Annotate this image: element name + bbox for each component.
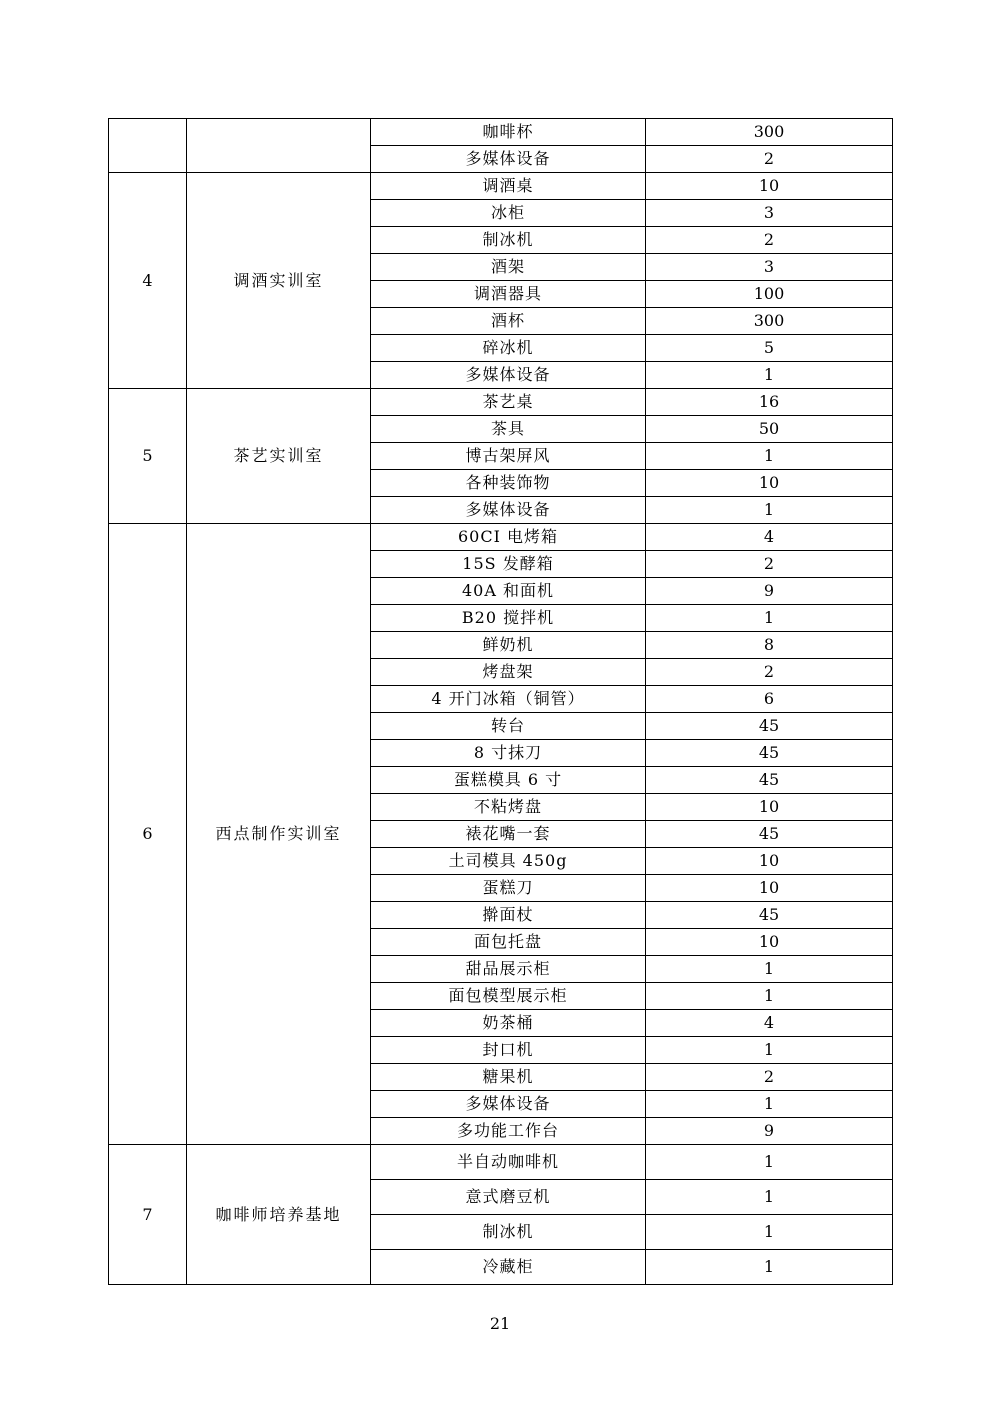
quantity-cell: 9 (646, 578, 893, 605)
quantity-cell: 45 (646, 902, 893, 929)
equipment-name-cell: 各种装饰物 (371, 470, 646, 497)
quantity-cell: 1 (646, 1250, 893, 1285)
room-name-cell: 调酒实训室 (187, 173, 371, 389)
equipment-name-cell: 糖果机 (371, 1064, 646, 1091)
equipment-name-cell: 不粘烤盘 (371, 794, 646, 821)
equipment-name-cell: 15S 发酵箱 (371, 551, 646, 578)
equipment-name-cell: 土司模具 450g (371, 848, 646, 875)
equipment-table (108, 118, 893, 1285)
quantity-cell: 3 (646, 254, 893, 281)
quantity-cell: 10 (646, 173, 893, 200)
group-index-cell: 6 (109, 524, 187, 1145)
equipment-name-cell: 多媒体设备 (371, 146, 646, 173)
quantity-cell: 9 (646, 1118, 893, 1145)
quantity-cell: 10 (646, 470, 893, 497)
quantity-cell: 16 (646, 389, 893, 416)
equipment-name-cell: 封口机 (371, 1037, 646, 1064)
equipment-name-cell: 意式磨豆机 (371, 1180, 646, 1215)
equipment-name-cell: 60CI 电烤箱 (371, 524, 646, 551)
quantity-cell: 1 (646, 497, 893, 524)
quantity-cell: 10 (646, 929, 893, 956)
quantity-cell: 1 (646, 1145, 893, 1180)
equipment-name-cell: 擀面杖 (371, 902, 646, 929)
quantity-cell: 1 (646, 1037, 893, 1064)
equipment-name-cell: 裱花嘴一套 (371, 821, 646, 848)
equipment-name-cell: 蛋糕模具 6 寸 (371, 767, 646, 794)
equipment-name-cell: 冷藏柜 (371, 1250, 646, 1285)
quantity-cell: 4 (646, 524, 893, 551)
room-name-cell: 西点制作实训室 (187, 524, 371, 1145)
quantity-cell: 5 (646, 335, 893, 362)
quantity-cell: 300 (646, 119, 893, 146)
quantity-cell: 45 (646, 767, 893, 794)
equipment-name-cell: 半自动咖啡机 (371, 1145, 646, 1180)
quantity-cell: 2 (646, 227, 893, 254)
quantity-cell: 1 (646, 605, 893, 632)
quantity-cell: 1 (646, 1215, 893, 1250)
quantity-cell: 2 (646, 146, 893, 173)
group-index-cell (109, 119, 187, 173)
table-row (109, 389, 893, 416)
equipment-name-cell: 甜品展示柜 (371, 956, 646, 983)
equipment-name-cell: 烤盘架 (371, 659, 646, 686)
equipment-name-cell: 40A 和面机 (371, 578, 646, 605)
equipment-name-cell: 制冰机 (371, 1215, 646, 1250)
quantity-cell: 6 (646, 686, 893, 713)
equipment-name-cell: 转台 (371, 713, 646, 740)
quantity-cell: 1 (646, 362, 893, 389)
quantity-cell: 8 (646, 632, 893, 659)
quantity-cell: 2 (646, 1064, 893, 1091)
equipment-name-cell: 调酒器具 (371, 281, 646, 308)
equipment-name-cell: 多媒体设备 (371, 1091, 646, 1118)
equipment-name-cell: 面包模型展示柜 (371, 983, 646, 1010)
room-name-cell (187, 119, 371, 173)
equipment-name-cell: 多媒体设备 (371, 362, 646, 389)
quantity-cell: 1 (646, 956, 893, 983)
equipment-name-cell: 多功能工作台 (371, 1118, 646, 1145)
quantity-cell: 2 (646, 659, 893, 686)
table-row (109, 173, 893, 200)
quantity-cell: 50 (646, 416, 893, 443)
equipment-name-cell: 茶具 (371, 416, 646, 443)
table-row (109, 524, 893, 551)
equipment-name-cell: 酒架 (371, 254, 646, 281)
quantity-cell: 45 (646, 740, 893, 767)
quantity-cell: 1 (646, 1180, 893, 1215)
equipment-name-cell: 制冰机 (371, 227, 646, 254)
equipment-name-cell: 8 寸抹刀 (371, 740, 646, 767)
equipment-name-cell: 冰柜 (371, 200, 646, 227)
quantity-cell: 3 (646, 200, 893, 227)
equipment-name-cell: 咖啡杯 (371, 119, 646, 146)
equipment-name-cell: 蛋糕刀 (371, 875, 646, 902)
equipment-name-cell: 博古架屏风 (371, 443, 646, 470)
table-row (109, 119, 893, 146)
equipment-name-cell: 奶茶桶 (371, 1010, 646, 1037)
quantity-cell: 300 (646, 308, 893, 335)
table-row (109, 1145, 893, 1180)
quantity-cell: 100 (646, 281, 893, 308)
group-index-cell: 5 (109, 389, 187, 524)
room-name-cell: 咖啡师培养基地 (187, 1145, 371, 1285)
quantity-cell: 1 (646, 1091, 893, 1118)
quantity-cell: 10 (646, 848, 893, 875)
equipment-name-cell: 4 开门冰箱（铜管） (371, 686, 646, 713)
quantity-cell: 2 (646, 551, 893, 578)
equipment-name-cell: 多媒体设备 (371, 497, 646, 524)
equipment-name-cell: B20 搅拌机 (371, 605, 646, 632)
group-index-cell: 7 (109, 1145, 187, 1285)
equipment-name-cell: 面包托盘 (371, 929, 646, 956)
quantity-cell: 4 (646, 1010, 893, 1037)
quantity-cell: 10 (646, 875, 893, 902)
quantity-cell: 1 (646, 983, 893, 1010)
quantity-cell: 10 (646, 794, 893, 821)
quantity-cell: 1 (646, 443, 893, 470)
equipment-name-cell: 调酒桌 (371, 173, 646, 200)
quantity-cell: 45 (646, 713, 893, 740)
equipment-name-cell: 茶艺桌 (371, 389, 646, 416)
quantity-cell: 45 (646, 821, 893, 848)
equipment-name-cell: 碎冰机 (371, 335, 646, 362)
equipment-table-body (109, 119, 893, 1285)
page-number: 21 (489, 1314, 511, 1333)
equipment-name-cell: 鲜奶机 (371, 632, 646, 659)
room-name-cell: 茶艺实训室 (187, 389, 371, 524)
group-index-cell: 4 (109, 173, 187, 389)
equipment-name-cell: 酒杯 (371, 308, 646, 335)
